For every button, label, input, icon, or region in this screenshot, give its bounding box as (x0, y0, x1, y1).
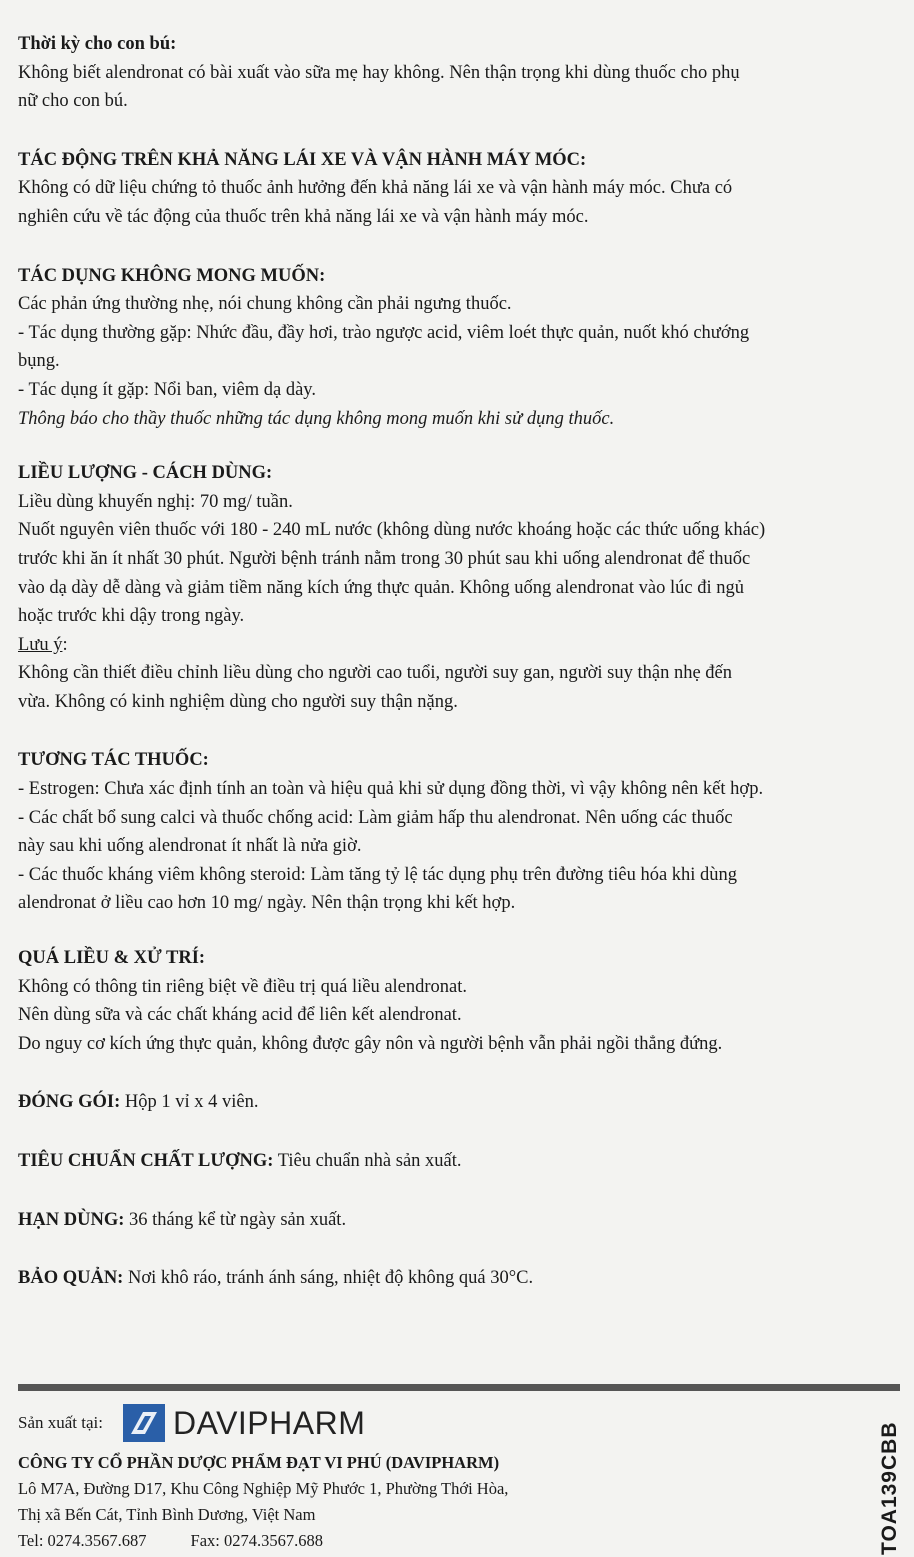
dosage-note-label-line (18, 631, 902, 660)
expiry-value: 36 tháng kể từ ngày sản xuất. (124, 1209, 347, 1230)
driving-line: Không có dữ liệu chứng tỏ thuốc ảnh hưởng đến khả năng lái xe và vận hành máy móc. Chưa có (18, 178, 733, 199)
interactions-line: này sau khi uống alendronat ít nhất là nửa giờ. (18, 836, 362, 857)
made-in-row (18, 1398, 838, 1448)
lactation-section (18, 30, 902, 116)
contact-row (18, 1528, 838, 1554)
overdose-line: Nên dùng sữa và các chất kháng acid để liên kết alendronat. (18, 1005, 462, 1026)
davipharm-logo-icon (123, 1404, 165, 1442)
manufacturer-footer (18, 1398, 838, 1554)
side-effects-line: - Tác dụng ít gặp: Nổi ban, viêm dạ dày. (18, 379, 316, 400)
side-effects-section (18, 262, 902, 434)
dosage-line: Nuốt nguyên viên thuốc với 180 - 240 mL nước (không dùng nước khoáng hoặc các thức uống khác) (18, 520, 766, 541)
made-label: Sản xuất tại: (18, 1413, 103, 1432)
side-effects-line: bụng. (18, 351, 60, 372)
overdose-section (18, 944, 902, 1058)
storage-line (18, 1264, 902, 1293)
interactions-line: alendronat ở liều cao hơn 10 mg/ ngày. Nên thận trọng khi kết hợp. (18, 893, 516, 914)
dosage-line: Liều dùng khuyến nghị: 70 mg/ tuần. (18, 491, 293, 512)
dosage-line: hoặc trước khi dậy trong ngày. (18, 606, 245, 627)
interactions-heading: TƯƠNG TÁC THUỐC: (18, 750, 209, 771)
footer-divider (18, 1384, 900, 1391)
packaging-value: Hộp 1 vỉ x 4 viên. (120, 1092, 259, 1113)
overdose-heading: QUÁ LIỀU & XỬ TRÍ: (18, 948, 206, 969)
quality-line (18, 1147, 902, 1176)
driving-section (18, 146, 902, 232)
leaflet-content (18, 30, 902, 1293)
side-effects-heading: TÁC DỤNG KHÔNG MONG MUỐN: (18, 265, 326, 286)
driving-line: nghiên cứu về tác động của thuốc trên khả năng lái xe và vận hành máy móc. (18, 206, 589, 227)
dosage-line: vào dạ dày dễ dàng và giảm tiềm năng kích ứng thực quản. Không uống alendronat vào lúc đi ngủ (18, 577, 744, 598)
expiry-line (18, 1206, 902, 1235)
side-effects-line: Các phản ứng thường nhẹ, nói chung không cần phải ngưng thuốc. (18, 294, 512, 315)
driving-heading: TÁC ĐỘNG TRÊN KHẢ NĂNG LÁI XE VÀ VẬN HÀNH MÁY MÓC: (18, 149, 587, 170)
overdose-line: Do nguy cơ kích ứng thực quản, không được gây nôn và người bệnh vẫn phải ngồi thẳng đứng. (18, 1033, 723, 1054)
interactions-line: - Các chất bổ sung calci và thuốc chống acid: Làm giảm hấp thu alendronat. Nên uống các thuốc (18, 807, 733, 828)
tel-number: Tel: 0274.3567.687 (18, 1531, 147, 1550)
company-name: CÔNG TY CỔ PHẦN DƯỢC PHẨM ĐẠT VI PHÚ (DAVIPHARM) (18, 1453, 500, 1472)
logo-text: DAVIPHARM (172, 1404, 366, 1441)
interactions-line: - Các thuốc kháng viêm không steroid: Làm tăng tỷ lệ tác dụng phụ trên đường tiêu hóa khi dùng (18, 864, 738, 885)
address-line: Thị xã Bến Cát, Tỉnh Bình Dương, Việt Nam (18, 1505, 316, 1524)
interactions-line: - Estrogen: Chưa xác định tính an toàn và hiệu quả khi sử dụng đồng thời, vì vậy không nên kết hợp. (18, 779, 764, 800)
overdose-line: Không có thông tin riêng biệt về điều trị quá liều alendronat. (18, 976, 468, 997)
fax-number: Fax: 0274.3567.688 (190, 1531, 324, 1550)
dosage-section (18, 459, 902, 716)
expiry-label: HẠN DÙNG: (18, 1209, 125, 1230)
address-line: Lô M7A, Đường D17, Khu Công Nghiệp Mỹ Phước 1, Phường Thới Hòa, (18, 1479, 509, 1498)
lactation-heading: Thời kỳ cho con bú: (18, 34, 177, 54)
quality-label: TIÊU CHUẨN CHẤT LƯỢNG: (18, 1151, 274, 1171)
interactions-section (18, 746, 902, 918)
document-code: TOA139CBB (878, 1421, 901, 1555)
lactation-line: Không biết alendronat có bài xuất vào sữa mẹ hay không. Nên thận trọng khi dùng thuốc cho phụ (18, 62, 740, 83)
storage-label: BẢO QUẢN: (18, 1268, 124, 1289)
quality-value: Tiêu chuẩn nhà sản xuất. (273, 1151, 462, 1171)
packaging-label: ĐÓNG GÓI: (18, 1092, 121, 1113)
dosage-line: trước khi ăn ít nhất 30 phút. Người bệnh tránh nằm trong 30 phút sau khi uống alendronat để thuốc (18, 548, 751, 569)
lactation-line: nữ cho con bú. (18, 91, 128, 112)
storage-value: Nơi khô ráo, tránh ánh sáng, nhiệt độ không quá 30°C. (123, 1268, 534, 1289)
dosage-note-label: Lưu ý (18, 634, 63, 655)
dosage-note-line: Không cần thiết điều chỉnh liều dùng cho người cao tuổi, người suy gan, người suy thận nhẹ đến (18, 663, 733, 684)
davipharm-logo (123, 1404, 365, 1442)
side-effects-note: Thông báo cho thầy thuốc những tác dụng không mong muốn khi sử dụng thuốc. (18, 408, 615, 429)
dosage-note-line: vừa. Không có kinh nghiệm dùng cho người suy thận nặng. (18, 691, 458, 712)
packaging-line (18, 1088, 902, 1117)
side-effects-line: - Tác dụng thường gặp: Nhức đầu, đầy hơi, trào ngược acid, viêm loét thực quản, nuốt khó chướng (18, 322, 750, 343)
dosage-note-colon: : (62, 634, 68, 655)
dosage-heading: LIỀU LƯỢNG - CÁCH DÙNG: (18, 463, 273, 484)
